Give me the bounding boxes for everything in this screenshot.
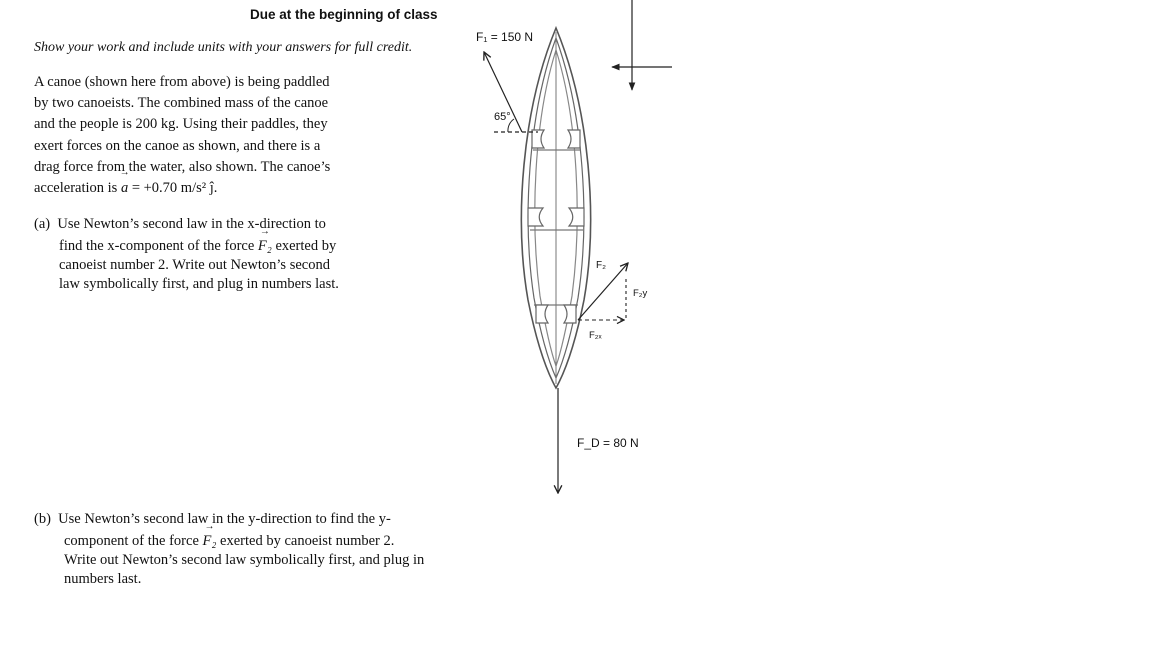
part-a-text: Use Newton’s second law in the x-direction to <box>57 216 326 232</box>
coordinate-axes <box>612 0 672 90</box>
part-a-label: (a) <box>34 216 51 232</box>
part-b-label: (b) <box>34 511 51 527</box>
force-vector-symbol: → F₂ <box>203 532 217 551</box>
part-b-line: numbers last. <box>64 571 142 587</box>
drag-force-label: F_D = 80 N <box>577 436 639 450</box>
part-b-line: Write out Newton’s second law symbolically first, and plug in <box>64 552 425 568</box>
intro-line: by two canoeists. The combined mass of the canoe <box>34 95 329 112</box>
part-a-text: exerted by <box>271 238 337 254</box>
accel-value: = +0.70 m/s² ĵ. <box>128 180 218 197</box>
f2x-component-label: F₂ₓ <box>589 330 602 341</box>
force-vector-symbol: → F₂ <box>258 237 272 256</box>
part-b-text: Use Newton’s second law in the y-direction to find the y- <box>58 511 391 527</box>
accel-vector-symbol: → a <box>121 178 128 199</box>
f1-force-label: F₁ = 150 N <box>476 30 534 44</box>
part-b-text: component of the force <box>64 533 203 549</box>
intro-line: exert forces on the canoe as shown, and there is a <box>34 137 321 154</box>
part-a-text: find the x-component of the force <box>59 238 258 254</box>
part-a-line: canoeist number 2. Write out Newton’s second <box>59 257 330 273</box>
angle-label: 65° <box>494 111 511 123</box>
assignment-title: Due at the beginning of class <box>250 7 438 22</box>
part-a-line: law symbolically first, and plug in numbers last. <box>59 276 339 292</box>
accel-prefix: acceleration is <box>34 180 121 197</box>
intro-line: A canoe (shown here from above) is being paddled <box>34 74 330 90</box>
intro-line: and the people is 200 kg. Using their paddles, they <box>34 116 328 133</box>
f2y-component-label: F₂y <box>633 288 648 299</box>
part-b-text: exerted by canoeist number 2. <box>216 533 395 549</box>
instructions-text: Show your work and include units with your answers for full credit. <box>34 40 413 55</box>
intro-line: drag force from the water, also shown. The canoe’s <box>34 158 331 175</box>
f2-force-label: F₂ <box>596 260 606 271</box>
